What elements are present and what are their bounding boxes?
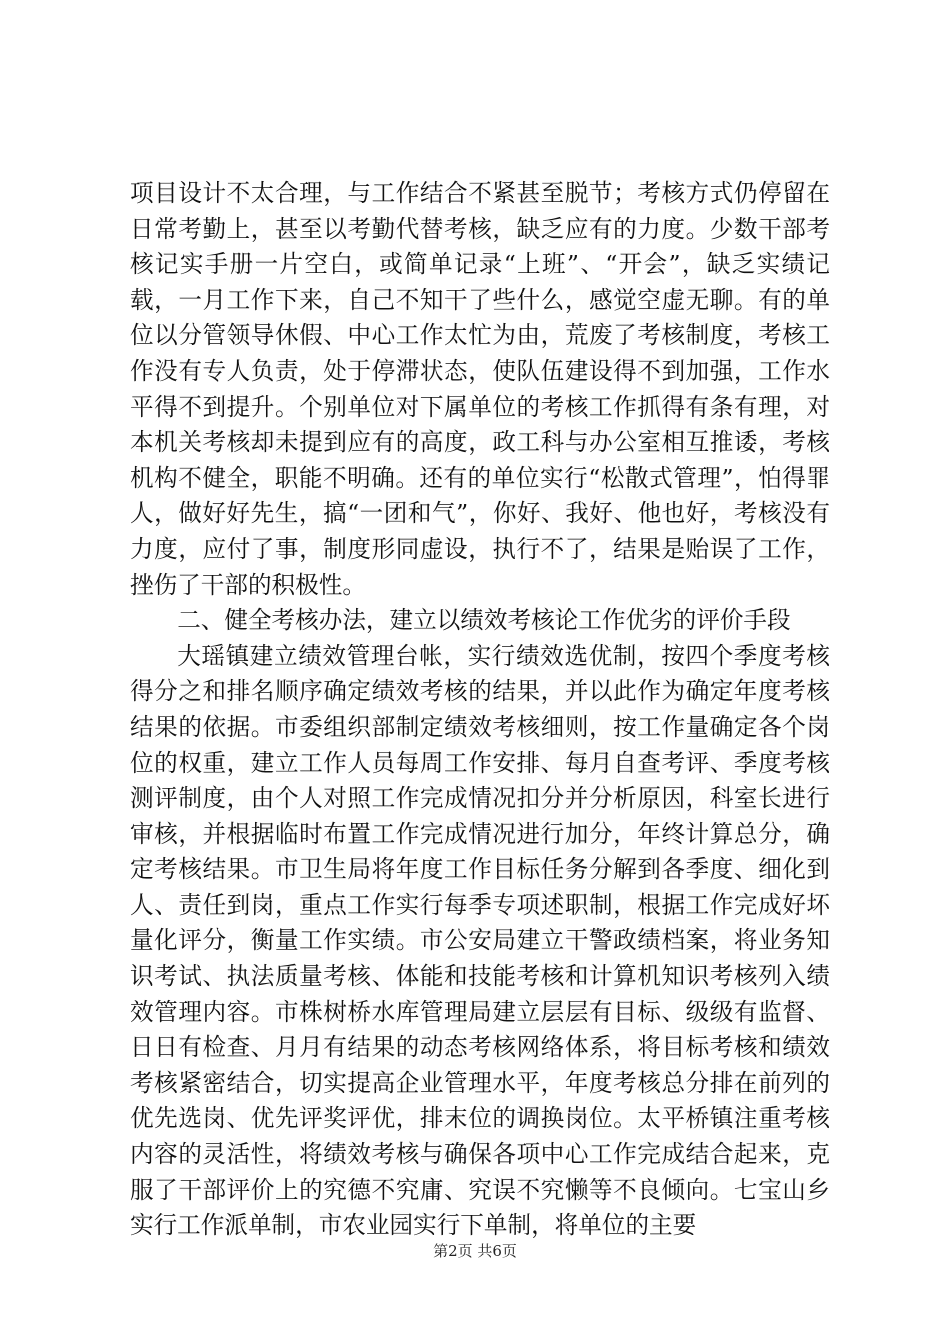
paragraph-1: 项目设计不太合理，与工作结合不紧甚至脱节；考核方式仍停留在日常考勤上，甚至以考勤代替考核，缺乏应有的力度。少数干部考核记实手册一片空白，或简单记录“上班”、“开会”，缺乏实绩记载，一月工作下来，自己不知干了些什么，感觉空虚无聊。有的单位以分管领导休假、中心工作太忙为由，荒废了考核制度，考核工作没有专人负责，处于停滞状态，使队伍建设得不到加强，工作水平得不到提升。个别单位对下属单位的考核工作抓得有条有理，对本机关考核却未提到应有的高度，政工科与办公室相互推诿，考核机构不健全，职能不明确。还有的单位实行“松散式管理”，怕得罪人，做好好先生，搞“一团和气”，你好、我好、他也好，考核没有力度，应付了事，制度形同虚设，执行不了，结果是贻误了工作，挫伤了干部的积极性。	[130, 179, 830, 599]
section-heading-2: 二、健全考核办法，建立以绩效考核论工作优劣的评价手段	[177, 606, 791, 635]
paragraph-3: 大瑶镇建立绩效管理台帐，实行绩效选优制，按四个季度考核得分之和排名顺序确定绩效考核的结果，并以此作为确定年度考核结果的依据。市委组织部制定绩效考核细则，按工作量确定各个岗位的权重，建立工作人员每周工作安排、每月自查考评、季度考核测评制度，由个人对照工作完成情况扣分并分析原因，科室长进行审核，并根据临时布置工作完成情况进行加分，年终计算总分，确定考核结果。市卫生局将年度工作目标任务分解到各季度、细化到人、责任到岗，重点工作实行每季专项述职制，根据工作完成好坏量化评分，衡量工作实绩。市公安局建立干警政绩档案，将业务知识考试、执法质量考核、体能和技能考核和计算机知识考核列入绩效管理内容。市株树桥水库管理局建立层层有目标、级级有监督、日日有检查、月月有结果的动态考核网络体系，将目标考核和绩效考核紧密结合，切实提高企业管理水平，年度考核总分排在前列的优先选岗、优先评奖评优，排末位的调换岗位。太平桥镇注重考核内容的灵活性，将绩效考核与确保各项中心工作完成结合起来，克服了干部评价上的究德不究庸、究误不究懒等不良倾向。七宝山乡实行工作派单制，市农业园实行下单制，将单位的主要	[130, 641, 830, 1240]
page-number-footer: 第2页 共6页	[433, 1242, 517, 1260]
document-body	[130, 176, 830, 1244]
